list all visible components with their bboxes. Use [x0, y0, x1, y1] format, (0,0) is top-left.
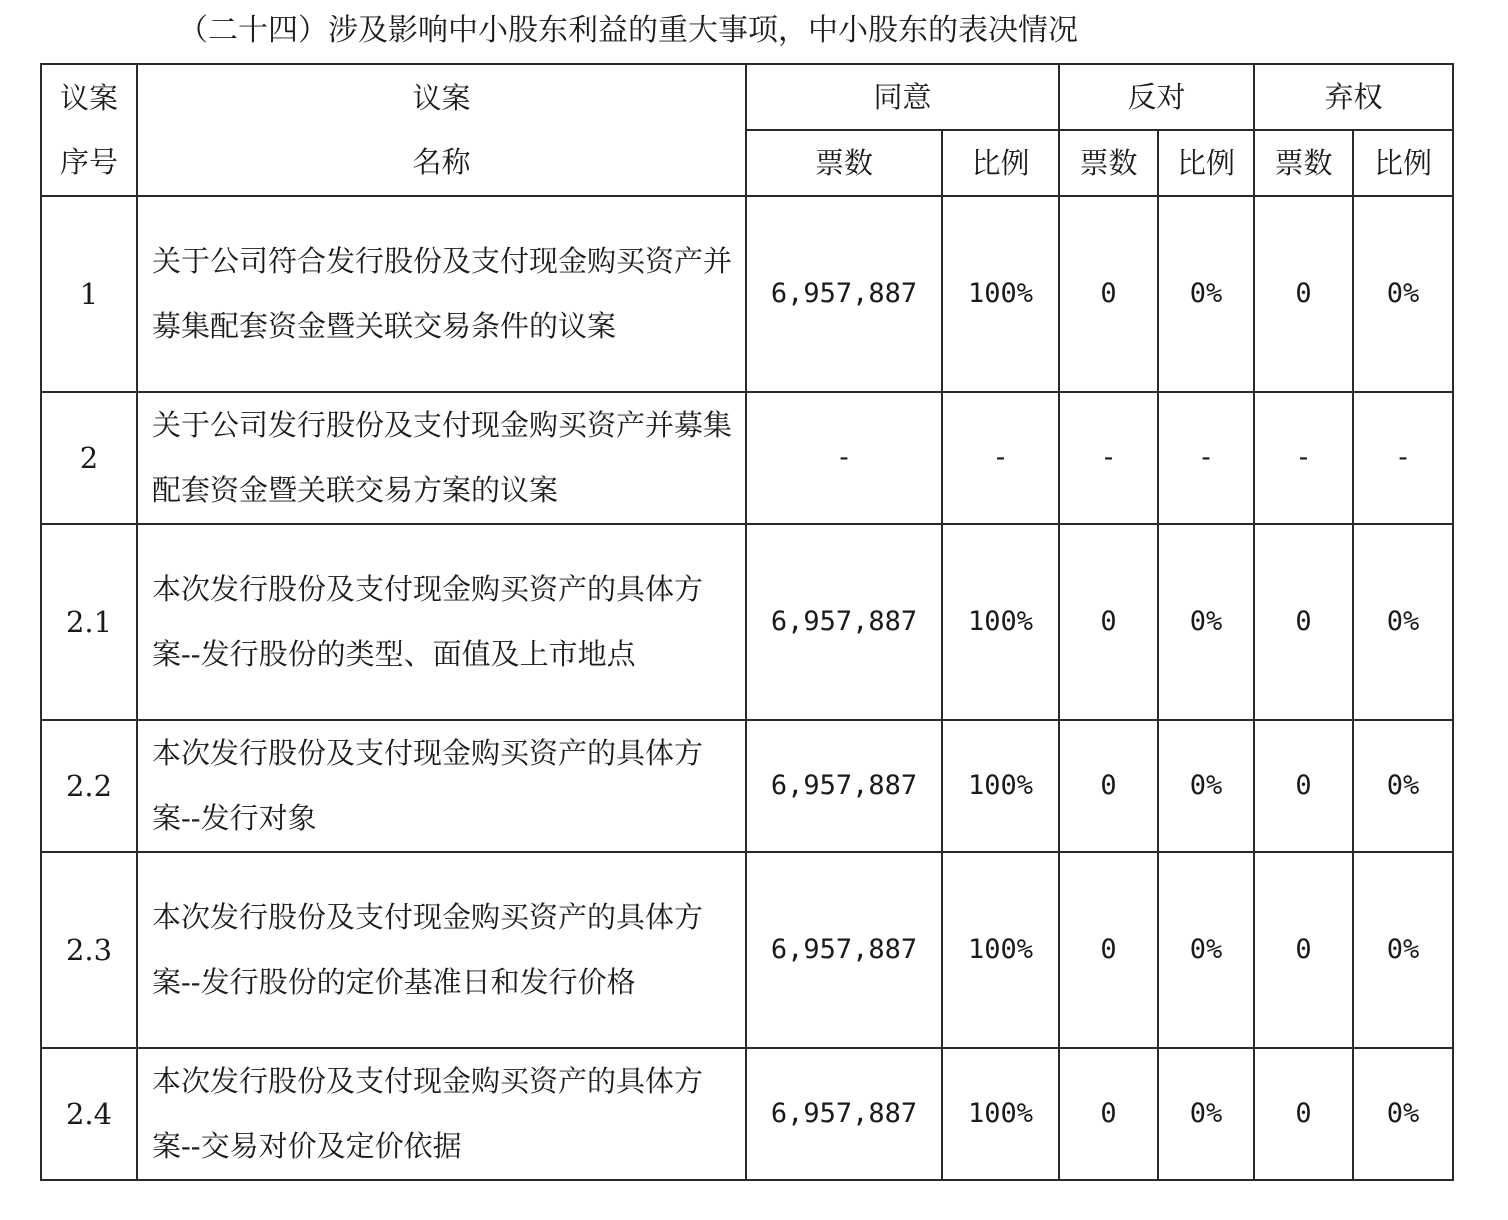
row-abstain-votes: - — [1254, 392, 1353, 524]
table-row — [41, 720, 1453, 852]
row-oppose-votes: 0 — [1059, 196, 1158, 392]
header-name — [137, 64, 746, 196]
row-oppose-votes: 0 — [1059, 524, 1158, 720]
row-name: 本次发行股份及支付现金购买资产的具体方案--发行股份的定价基准日和发行价格 — [137, 852, 746, 1048]
row-agree-votes: 6,957,887 — [746, 852, 942, 1048]
row-agree-votes: 6,957,887 — [746, 524, 942, 720]
row-abstain-ratio: 0% — [1353, 196, 1453, 392]
header-abstain-votes: 票数 — [1254, 130, 1353, 196]
row-agree-ratio: 100% — [942, 1048, 1059, 1180]
header-seq — [41, 64, 137, 196]
header-seq-line2: 序号 — [59, 145, 118, 179]
row-abstain-votes: 0 — [1254, 852, 1353, 1048]
row-seq: 2.4 — [41, 1048, 137, 1180]
row-oppose-votes: - — [1059, 392, 1158, 524]
row-abstain-ratio: - — [1353, 392, 1453, 524]
row-oppose-ratio: 0% — [1158, 1048, 1254, 1180]
row-seq: 2 — [41, 392, 137, 524]
row-oppose-ratio: - — [1158, 392, 1254, 524]
row-abstain-votes: 0 — [1254, 1048, 1353, 1180]
row-seq: 2.3 — [41, 852, 137, 1048]
row-abstain-ratio: 0% — [1353, 524, 1453, 720]
row-agree-ratio: 100% — [942, 720, 1059, 852]
section-heading: （二十四）涉及影响中小股东利益的重大事项，中小股东的表决情况 — [178, 13, 1078, 48]
row-oppose-votes: 0 — [1059, 1048, 1158, 1180]
row-oppose-ratio: 0% — [1158, 852, 1254, 1048]
row-abstain-votes: 0 — [1254, 720, 1353, 852]
row-abstain-ratio: 0% — [1353, 1048, 1453, 1180]
row-oppose-votes: 0 — [1059, 852, 1158, 1048]
row-agree-ratio: 100% — [942, 196, 1059, 392]
header-seq-line1: 议案 — [59, 81, 118, 115]
header-name-line1: 议案 — [412, 81, 471, 115]
row-name: 本次发行股份及支付现金购买资产的具体方案--发行对象 — [137, 720, 746, 852]
row-name: 关于公司发行股份及支付现金购买资产并募集配套资金暨关联交易方案的议案 — [137, 392, 746, 524]
row-name: 本次发行股份及支付现金购买资产的具体方案--交易对价及定价依据 — [137, 1048, 746, 1180]
table-row — [41, 392, 1453, 524]
header-row-1 — [41, 64, 1453, 130]
row-agree-votes: 6,957,887 — [746, 720, 942, 852]
table-row — [41, 524, 1453, 720]
header-agree-ratio: 比例 — [942, 130, 1059, 196]
header-abstain: 弃权 — [1254, 64, 1453, 130]
row-oppose-ratio: 0% — [1158, 524, 1254, 720]
row-name: 本次发行股份及支付现金购买资产的具体方案--发行股份的类型、面值及上市地点 — [137, 524, 746, 720]
row-abstain-votes: 0 — [1254, 196, 1353, 392]
row-agree-ratio: 100% — [942, 852, 1059, 1048]
table-row — [41, 852, 1453, 1048]
row-seq: 2.1 — [41, 524, 137, 720]
row-name: 关于公司符合发行股份及支付现金购买资产并募集配套资金暨关联交易条件的议案 — [137, 196, 746, 392]
row-oppose-ratio: 0% — [1158, 196, 1254, 392]
header-oppose-votes: 票数 — [1059, 130, 1158, 196]
row-abstain-ratio: 0% — [1353, 852, 1453, 1048]
row-abstain-votes: 0 — [1254, 524, 1353, 720]
header-agree-votes: 票数 — [746, 130, 942, 196]
row-abstain-ratio: 0% — [1353, 720, 1453, 852]
voting-results-table — [40, 63, 1454, 1181]
row-agree-ratio: 100% — [942, 524, 1059, 720]
row-agree-ratio: - — [942, 392, 1059, 524]
row-seq: 1 — [41, 196, 137, 392]
row-agree-votes: - — [746, 392, 942, 524]
row-oppose-votes: 0 — [1059, 720, 1158, 852]
header-name-line2: 名称 — [412, 145, 471, 179]
row-agree-votes: 6,957,887 — [746, 196, 942, 392]
table-row — [41, 1048, 1453, 1180]
table-row — [41, 196, 1453, 392]
header-oppose: 反对 — [1059, 64, 1254, 130]
row-seq: 2.2 — [41, 720, 137, 852]
row-agree-votes: 6,957,887 — [746, 1048, 942, 1180]
header-oppose-ratio: 比例 — [1158, 130, 1254, 196]
header-abstain-ratio: 比例 — [1353, 130, 1453, 196]
header-agree: 同意 — [746, 64, 1059, 130]
row-oppose-ratio: 0% — [1158, 720, 1254, 852]
